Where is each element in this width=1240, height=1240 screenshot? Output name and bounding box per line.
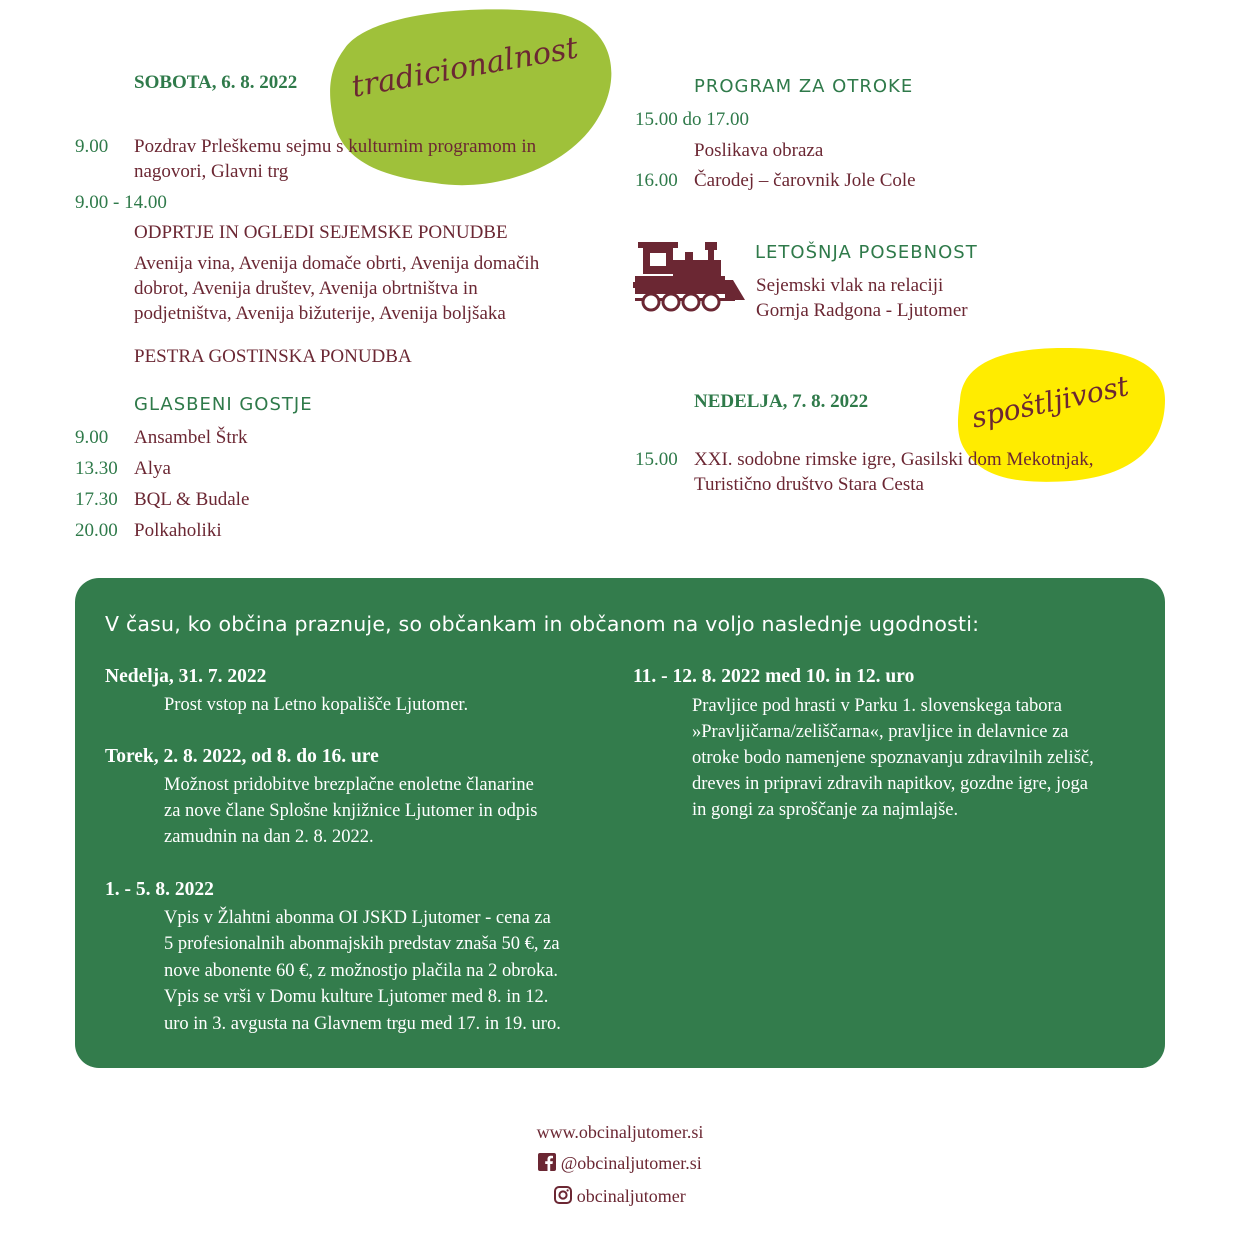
time-label: 17.30 [75,489,118,510]
time-label: 16.00 [635,170,678,191]
artist-name: Alya [134,458,171,479]
facebook-icon [538,1150,556,1181]
event-text: Pozdrav Prleškemu sejmu s kulturnim programom in [134,136,537,157]
saturday-heading: SOBOTA, 6. 8. 2022 [134,72,298,93]
sunday-heading: NEDELJA, 7. 8. 2022 [694,391,869,412]
benefit-line: »Pravljičarna/zeliščarna«, pravljice in delavnice za [692,722,1069,742]
time-label: 20.00 [75,520,118,541]
special-line: Sejemski vlak na relaciji [756,275,944,296]
badge-tradicionalnost: tradicionalnost [348,30,581,105]
footer [420,1117,820,1214]
benefit-line: Možnost pridobitve brezplačne enoletne članarine [164,775,534,795]
sunday-line: Turistično društvo Stara Cesta [694,474,924,495]
time-label: 9.00 - 14.00 [75,192,167,213]
food-heading: PESTRA GOSTINSKA PONUDBA [134,346,412,367]
train-icon [633,240,748,315]
fair-line: Avenija vina, Avenija domače obrti, Avenija domačih [134,253,540,274]
time-label: 9.00 [75,427,109,448]
sunday-line: XXI. sodobne rimske igre, Gasilski dom Mekotnjak, [694,449,1094,470]
benefit-line: zamudnin na dan 2. 8. 2022. [164,827,374,847]
benefit-line: otroke bodo namenjene spoznavanju zdravilnih zelišč, [692,748,1094,768]
instagram-handle: obcinaljutomer [576,1186,686,1206]
benefit-line: 5 profesionalnih abonmajskih predstav znaša 50 €, za [164,934,560,954]
benefit-line: dreves in pripravi zdravih napitkov, gozdne igre, joga [692,774,1088,794]
instagram-row[interactable] [420,1181,820,1214]
facebook-handle: @obcinaljutomer.si [560,1153,702,1173]
time-label: 13.30 [75,458,118,479]
benefit-date: 1. - 5. 8. 2022 [105,879,214,900]
kids-item: Poslikava obraza [694,140,824,161]
benefit-date: Nedelja, 31. 7. 2022 [105,666,267,687]
artist-name: Ansambel Štrk [134,427,248,448]
benefits-title: V času, ko občina praznuje, so občankam in občanom na voljo naslednje ugodnosti: [105,612,980,636]
artist-name: BQL & Budale [134,489,250,510]
benefit-line: Pravljice pod hrasti v Parku 1. slovenskega tabora [692,696,1062,716]
fair-line: podjetništva, Avenija bižuterije, Avenija boljšaka [134,303,506,324]
benefit-line: nove abonente 60 €, z možnostjo plačila na 2 obroka. [164,961,559,981]
benefit-date: Torek, 2. 8. 2022, od 8. do 16. ure [105,746,379,767]
benefit-line: Vpis se vrši v Domu kulture Ljutomer med 8. in 12. [164,987,549,1007]
artist-name: Polkaholiki [134,520,222,541]
kids-item: Čarodej – čarovnik Jole Cole [694,170,916,191]
benefit-line: uro in 3. avgusta na Glavnem trgu med 17. in 19. uro. [164,1014,561,1034]
benefits-box [75,578,1165,1068]
benefit-line: Prost vstop na Letno kopališče Ljutomer. [164,695,469,715]
instagram-icon [554,1183,572,1214]
benefit-line: Vpis v Žlahtni abonma OI JSKD Ljutomer - cena za [164,908,551,928]
special-line: Gornja Radgona - Ljutomer [756,300,968,321]
benefit-line: in gongi za sproščanje za najmlajše. [692,800,959,820]
music-heading: GLASBENI GOSTJE [134,394,313,415]
time-label: 15.00 [635,449,678,470]
kids-heading: PROGRAM ZA OTROKE [694,76,914,97]
time-label: 9.00 [75,136,109,157]
special-heading: LETOŠNJA POSEBNOST [755,242,978,263]
benefit-date: 11. - 12. 8. 2022 med 10. in 12. uro [633,666,915,687]
benefit-line: za nove člane Splošne knjižnice Ljutomer in odpis [164,801,538,821]
event-text: nagovori, Glavni trg [134,161,289,182]
fair-line: dobrot, Avenija društev, Avenija obrtništva in [134,278,478,299]
website-link[interactable]: www.obcinaljutomer.si [536,1122,704,1142]
facebook-row[interactable] [420,1148,820,1181]
time-label: 15.00 do 17.00 [635,109,749,130]
fair-heading: ODPRTJE IN OGLEDI SEJEMSKE PONUDBE [134,222,508,243]
badge-spostljivost: spoštljivost [968,369,1132,435]
